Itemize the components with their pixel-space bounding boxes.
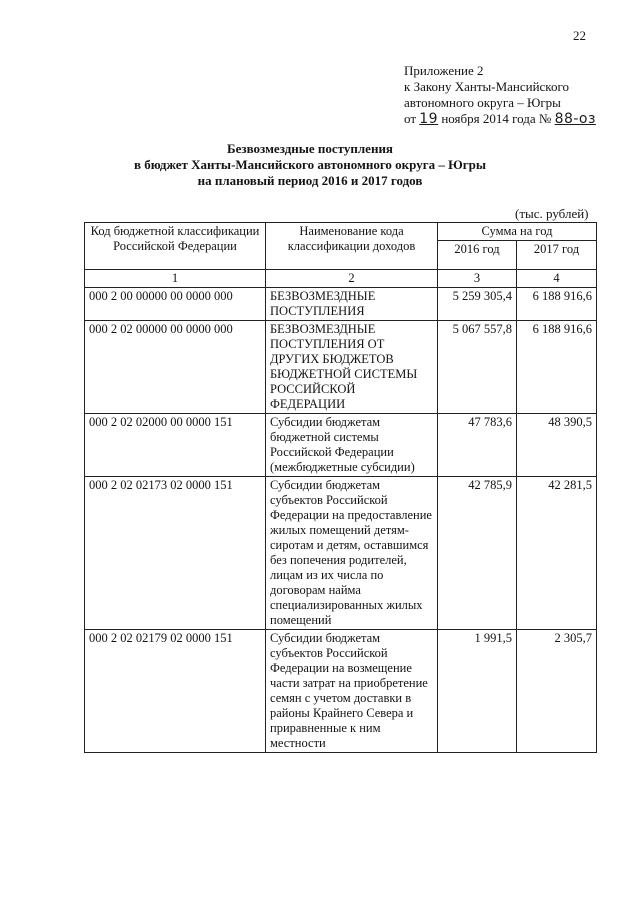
header-2017: 2017 год: [517, 241, 597, 270]
row-name: Субсидии бюджетам бюджетной системы Российской Федерации (межбюджетные субсидии): [266, 414, 438, 477]
title-line-3: на плановый период 2016 и 2017 годов: [197, 173, 423, 188]
row-code: 000 2 02 02173 02 0000 151: [85, 477, 266, 630]
title-line-2: в бюджет Ханты-Мансийского автономного округа – Югры: [133, 157, 487, 172]
row-name: Субсидии бюджетам субъектов Российской Федерации на возмещение части затрат на приобретение семян с учетом доставки в районы Крайнего Севера и приравненные к ним местности: [266, 630, 438, 753]
units-label: (тыс. рублей): [515, 206, 589, 221]
row-code: 000 2 00 00000 00 0000 000: [85, 288, 266, 321]
title-line-1: Безвозмездные поступления: [227, 141, 393, 156]
table-row: [85, 414, 597, 477]
row-2017-value: 42 281,5: [517, 477, 597, 630]
appendix-line-1: Приложение 2: [404, 63, 484, 78]
header-name: Наименование кода классификации доходов: [266, 223, 438, 270]
row-2016-value: 5 067 557,8: [438, 321, 517, 414]
header-sum: Сумма на год: [438, 223, 597, 241]
appendix-law-number: 88-оз: [554, 111, 596, 127]
row-2016-value: 5 259 305,4: [438, 288, 517, 321]
row-code: 000 2 02 02179 02 0000 151: [85, 630, 266, 753]
table-header-row: [85, 223, 597, 241]
row-code: 000 2 02 02000 00 0000 151: [85, 414, 266, 477]
column-number: 1: [85, 270, 266, 288]
appendix-date-middle: ноября 2014 года №: [441, 111, 552, 126]
appendix-line-2: к Закону Ханты-Мансийского: [404, 79, 569, 94]
row-name: БЕЗВОЗМЕЗДНЫЕ ПОСТУПЛЕНИЯ ОТ ДРУГИХ БЮДЖЕТОВ БЮДЖЕТНОЙ СИСТЕМЫ РОССИЙСКОЙ ФЕДЕРАЦИИ: [266, 321, 438, 414]
appendix-line-3: автономного округа – Югры: [404, 95, 561, 110]
row-name: БЕЗВОЗМЕЗДНЫЕ ПОСТУПЛЕНИЯ: [266, 288, 438, 321]
table-row: [85, 288, 597, 321]
row-2017-value: 48 390,5: [517, 414, 597, 477]
row-name: Субсидии бюджетам субъектов Российской Федерации на предоставление жилых помещений детям-сиротам и детям, оставшимся без попечения родителей, лицам из их числа по договорам найма специализированных жилых помещений: [266, 477, 438, 630]
header-2016: 2016 год: [438, 241, 517, 270]
header-code: Код бюджетной классификации Российской Федерации: [85, 223, 266, 270]
row-2017-value: 6 188 916,6: [517, 288, 597, 321]
row-2016-value: 47 783,6: [438, 414, 517, 477]
table-row: [85, 477, 597, 630]
row-2016-value: 42 785,9: [438, 477, 517, 630]
appendix-date-prefix: от: [404, 111, 417, 126]
appendix-date-line: [404, 111, 596, 127]
document-title: [100, 141, 520, 189]
row-2016-value: 1 991,5: [438, 630, 517, 753]
table-row: [85, 630, 597, 753]
column-number: 2: [266, 270, 438, 288]
column-number: 4: [517, 270, 597, 288]
column-number: 3: [438, 270, 517, 288]
appendix-header: [404, 63, 596, 127]
row-code: 000 2 02 00000 00 0000 000: [85, 321, 266, 414]
row-2017-value: 2 305,7: [517, 630, 597, 753]
row-2017-value: 6 188 916,6: [517, 321, 597, 414]
page-number: 22: [573, 28, 586, 43]
appendix-day: 19: [419, 111, 439, 127]
revenue-table: [84, 222, 597, 753]
table-row: [85, 321, 597, 414]
column-number-row: [85, 270, 597, 288]
